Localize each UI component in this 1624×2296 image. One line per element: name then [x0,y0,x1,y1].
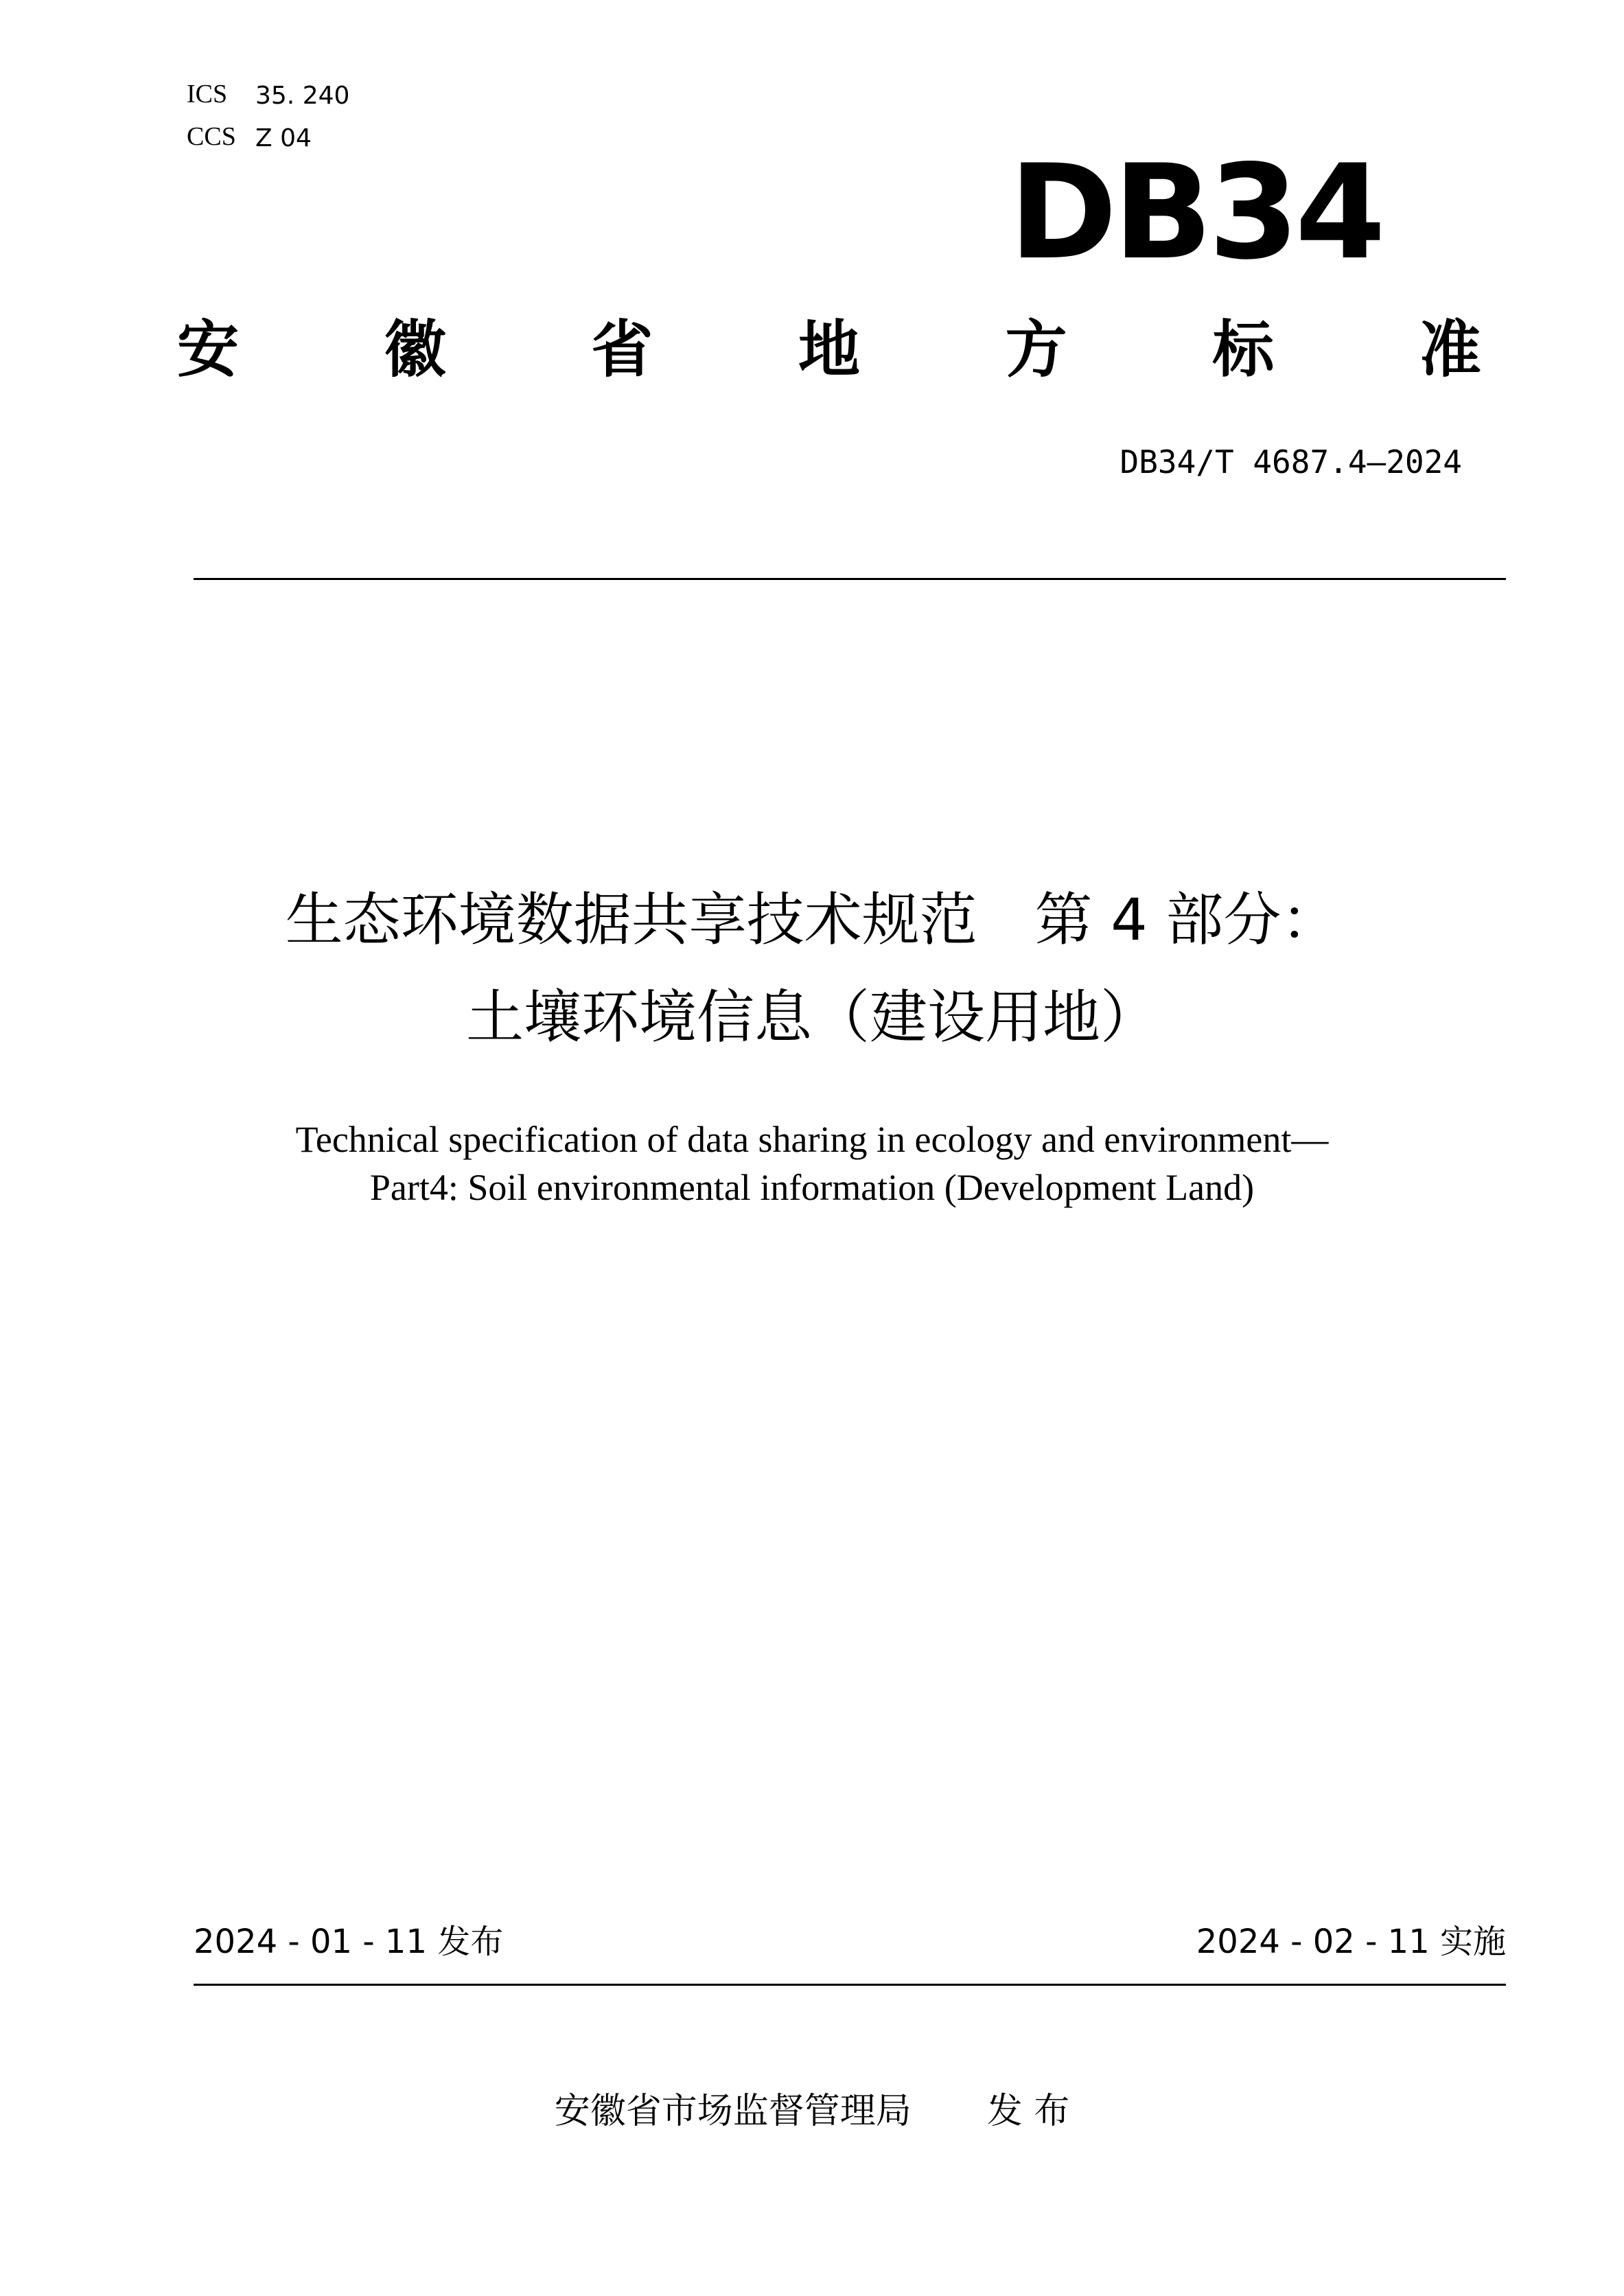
header-char: 地 [798,314,860,386]
title-en-line1: Technical specification of data sharing in ecology and environment— [295,1119,1329,1160]
header-char: 准 [1419,314,1481,386]
standard-number: DB34/T 4687.4—2024 [1120,443,1462,480]
header-char: 徽 [384,314,446,386]
implement-date: 2024 - 02 - 11 实施 [1196,1923,1506,1961]
issuer-action: 发 布 [986,2091,1070,2132]
header-char: 安 [177,314,239,386]
header-char: 标 [1212,314,1275,386]
publish-date: 2024 - 01 - 11 发布 [194,1923,504,1961]
title-cn-line1: 生态环境数据共享技术规范 第 4 部分： [285,886,1339,953]
document-type-header [177,312,1481,388]
ics-label: ICS [187,80,228,108]
db34-logo: DB34 [1009,137,1382,288]
issuer-org: 安徽省市场监督管理局 [554,2091,912,2132]
footer-divider [194,1984,1506,1986]
ccs-label: CCS [187,122,236,151]
title-cn-line2: 土壤环境信息（建设用地） [465,984,1158,1051]
ics-value: 35. 240 [255,82,350,110]
ccs-value: Z 04 [255,124,312,152]
header-divider [194,578,1506,580]
issuer-line [0,2091,1624,2132]
header-char: 方 [1005,314,1067,386]
header-char: 省 [591,314,653,386]
title-en-line2: Part4: Soil environmental information (Development Land) [369,1167,1255,1208]
